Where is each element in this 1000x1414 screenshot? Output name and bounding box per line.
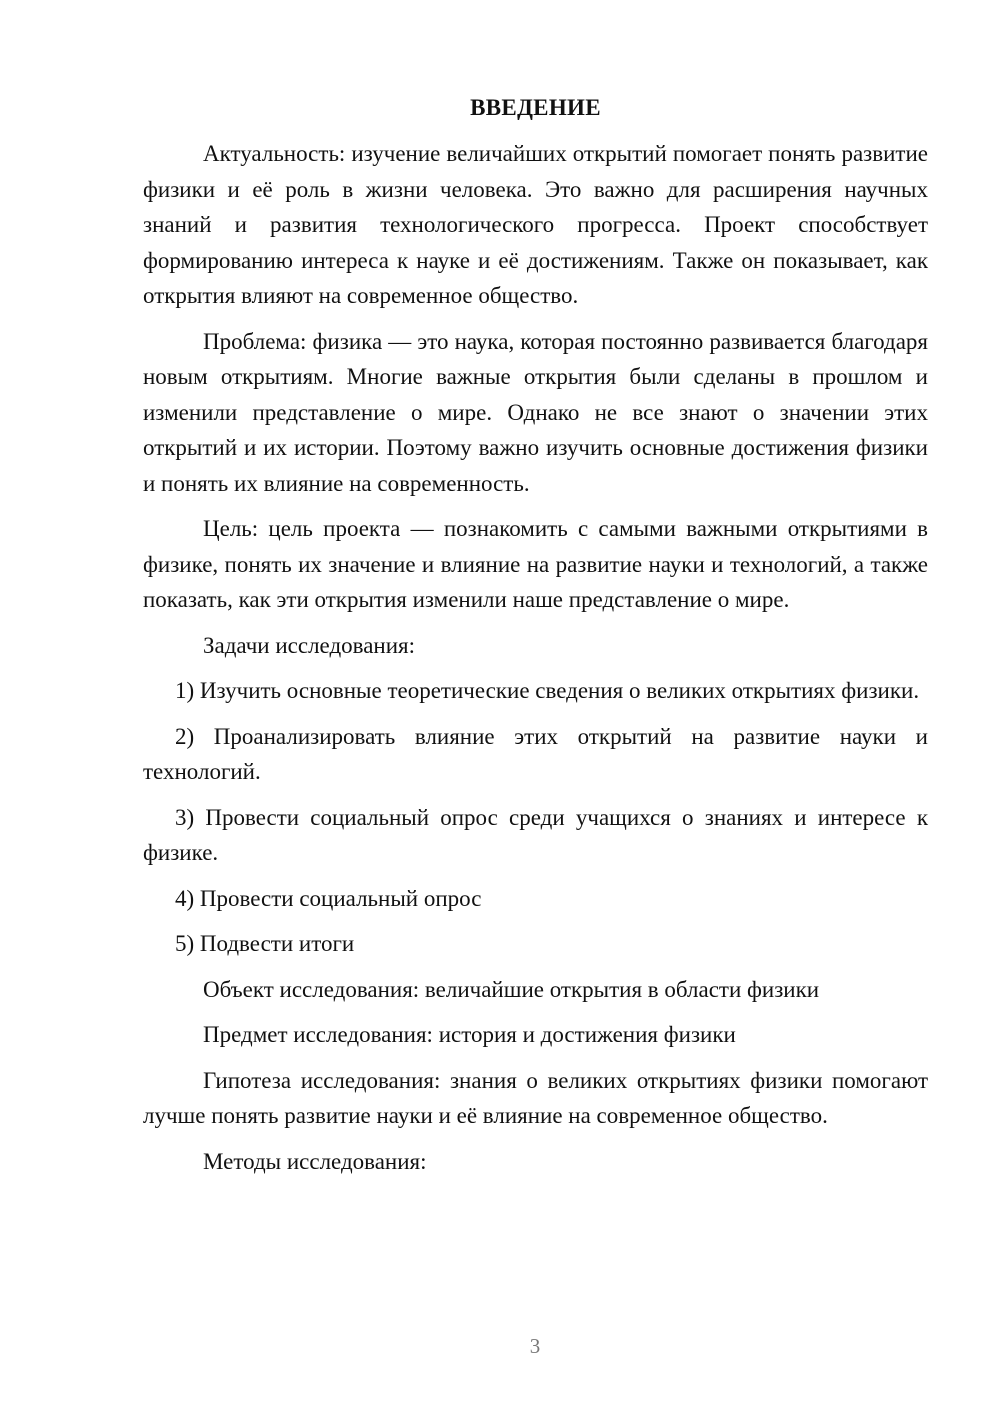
paragraph-methods-title: Методы исследования: — [203, 1148, 427, 1174]
paragraph-tasks-title: Задачи исследования: — [203, 632, 416, 658]
task-item-3: 3) Провести социальный опрос среди учащихся о знаниях и интересе к физике. — [143, 804, 928, 865]
page-number: 3 — [529, 1334, 541, 1358]
task-item-2: 2) Проанализировать влияние этих открытий на развитие науки и технологий. — [143, 723, 928, 784]
paragraph-subject: Предмет исследования: история и достижения физики — [203, 1022, 736, 1047]
task-item-4: 4) Провести социальный опрос — [175, 885, 482, 911]
paragraph-hypothesis: Гипотеза исследования: знания о великих открытиях физики помогают лучше понять развитие науки и её влияние на современное общество. — [143, 1067, 928, 1128]
section-heading: ВВЕДЕНИЕ — [470, 95, 601, 120]
task-item-1: 1) Изучить основные теоретические сведения о великих открытиях физики. — [175, 678, 920, 703]
task-item-5: 5) Подвести итоги — [175, 931, 355, 956]
paragraph-goal: Цель: цель проекта — познакомить с самыми важными открытиями в физике, понять их значение и влияние на развитие науки и технологий, а также показать, как эти открытия изменили наше представление о мире. — [143, 516, 928, 612]
document-body — [143, 90, 928, 1189]
paragraph-problem: Проблема: физика — это наука, которая постоянно развивается благодаря новым открытиям. Многие важные открытия были сделаны в прошлом и изменили представление о мире. Однако не все знают о значении этих открытий и их истории. Поэтому важно изучить основные достижения физики и понять их влияние на современность. — [143, 328, 928, 496]
paragraph-relevance: Актуальность: изучение величайших открытий помогает понять развитие физики и её роль в жизни человека. Это важно для расширения научных знаний и развития технологического прогресса. Проект способствует формированию интереса к науке и её достижениям. Также он показывает, как открытия влияют на современное общество. — [143, 141, 928, 308]
paragraph-object: Объект исследования: величайшие открытия в области физики — [203, 976, 820, 1002]
